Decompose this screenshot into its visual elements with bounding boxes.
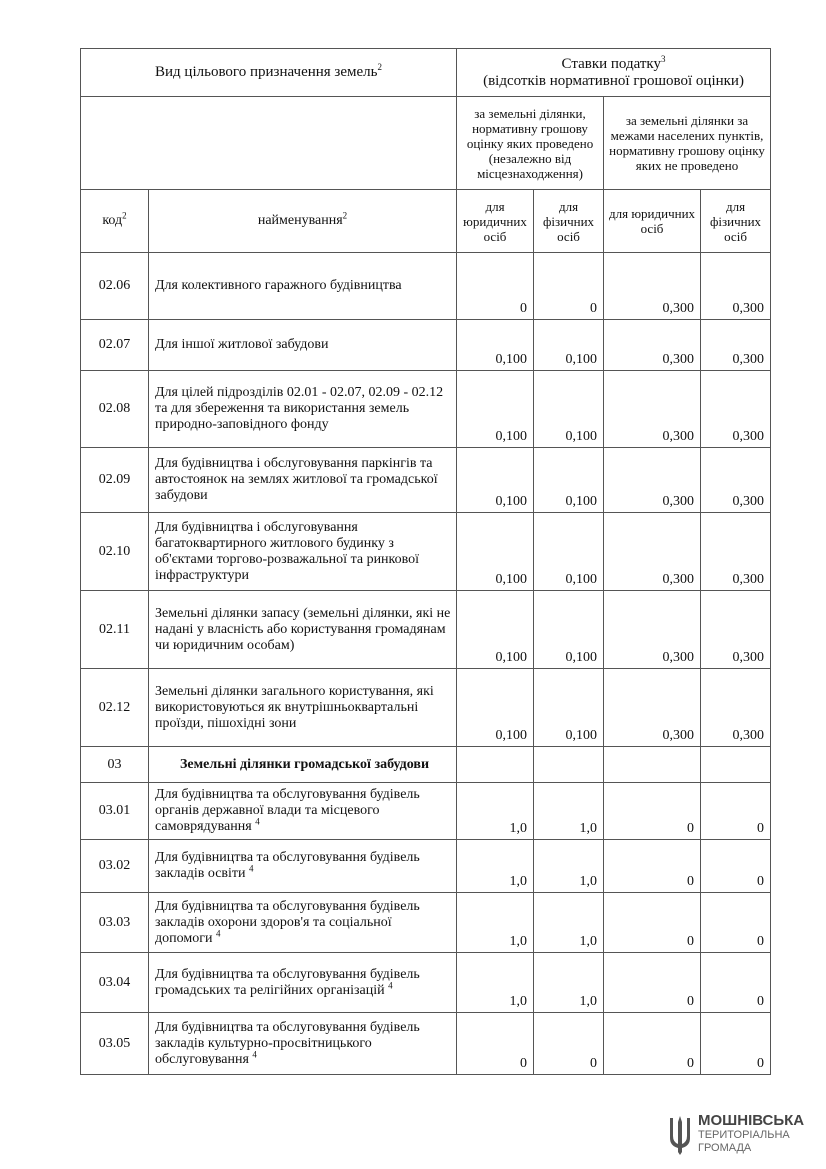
rate-physical-valued: 1,0 (534, 840, 604, 893)
row-code: 02.06 (81, 253, 149, 320)
row-name (149, 253, 457, 320)
rate-legal-not-valued: 0,300 (604, 371, 701, 448)
header-row-1 (81, 49, 771, 97)
footnote-marker: 4 (252, 1048, 257, 1059)
row-name (149, 747, 457, 783)
physical-not-valued-header: для фізичних осіб (701, 190, 771, 253)
rate-physical-not-valued: 0,300 (701, 371, 771, 448)
rate-legal-valued: 1,0 (457, 893, 534, 953)
rate-legal-valued: 0,100 (457, 591, 534, 669)
logo-line-1: МОШНІВСЬКА (698, 1112, 805, 1129)
row-name-text: Для будівництва і обслуговування багатоквартирного житлового будинку з об'єктами торгово-розважальної та ринкової інфраструктури (155, 519, 420, 583)
table-row (81, 253, 771, 320)
rate-physical-valued: 0,100 (534, 591, 604, 669)
rate-legal-not-valued: 0 (604, 840, 701, 893)
rate-legal-not-valued (604, 747, 701, 783)
rate-legal-not-valued: 0,300 (604, 513, 701, 591)
row-code: 03.01 (81, 783, 149, 840)
rate-legal-valued: 0 (457, 253, 534, 320)
table-row (81, 953, 771, 1013)
rate-legal-valued: 1,0 (457, 953, 534, 1013)
footnote-marker: 4 (388, 979, 393, 990)
rate-legal-not-valued: 0,300 (604, 320, 701, 371)
table-row (81, 320, 771, 371)
rate-legal-not-valued: 0,300 (604, 591, 701, 669)
rate-legal-not-valued: 0 (604, 783, 701, 840)
rate-physical-not-valued: 0,300 (701, 591, 771, 669)
row-name-text: Для будівництва та обслуговування будівель громадських та релігійних організацій (155, 966, 420, 998)
row-name-text: Земельні ділянки запасу (земельні ділянки, які не надані у власність або користування громадянам чи юридичним особам) (155, 605, 451, 653)
rate-physical-not-valued (701, 747, 771, 783)
table-row (81, 783, 771, 840)
rate-physical-valued: 1,0 (534, 953, 604, 1013)
rates-header: Ставки податку$^3$ (відсотків нормативної грошової оцінки) (457, 49, 771, 97)
rate-physical-valued: 0,100 (534, 320, 604, 371)
row-code: 02.10 (81, 513, 149, 591)
rate-physical-valued: 1,0 (534, 783, 604, 840)
table-row (81, 747, 771, 783)
row-code: 02.11 (81, 591, 149, 669)
rate-physical-valued (534, 747, 604, 783)
rate-legal-valued: 1,0 (457, 840, 534, 893)
row-code: 02.08 (81, 371, 149, 448)
footnote-marker: 4 (255, 816, 260, 827)
rate-physical-not-valued: 0,300 (701, 253, 771, 320)
row-code: 03.02 (81, 840, 149, 893)
community-logo (668, 1112, 818, 1160)
row-name-text: Земельні ділянки громадської забудови (179, 756, 430, 772)
table-body (81, 253, 771, 1075)
rate-legal-valued (457, 747, 534, 783)
rate-physical-not-valued: 0,300 (701, 513, 771, 591)
table-row (81, 1013, 771, 1075)
rate-physical-valued: 0,100 (534, 513, 604, 591)
table-row (81, 669, 771, 747)
rate-legal-not-valued: 0,300 (604, 448, 701, 513)
rate-physical-valued: 1,0 (534, 893, 604, 953)
rate-physical-not-valued: 0 (701, 893, 771, 953)
logo-line-2: ТЕРИТОРІАЛЬНА (698, 1129, 790, 1141)
table-row (81, 513, 771, 591)
code-header: код$^2$ (81, 190, 149, 253)
row-name (149, 513, 457, 591)
rate-legal-valued: 0,100 (457, 371, 534, 448)
row-name-text: Для колективного гаражного будівництва (155, 278, 402, 293)
rate-physical-valued: 0,100 (534, 448, 604, 513)
trident-icon (668, 1114, 692, 1156)
row-name (149, 893, 457, 953)
row-name-text: Для будівництва та обслуговування будівель органів державної влади та місцевого самоврядування (155, 787, 420, 834)
row-name (149, 953, 457, 1013)
row-code: 02.12 (81, 669, 149, 747)
row-code: 03 (81, 747, 149, 783)
rate-legal-not-valued: 0 (604, 953, 701, 1013)
row-name-text: Для цілей підрозділів 02.01 - 02.07, 02.09 - 02.12 та для збереження та використання земель природно-заповідного фонду (155, 385, 444, 432)
rate-physical-not-valued: 0,300 (701, 320, 771, 371)
row-name-text: Для будівництва та обслуговування будівель закладів охорони здоров'я та соціальної допомоги (155, 898, 420, 946)
group-not-valued-header: за земельні ділянки за межами населених пунктів, нормативну грошову оцінку яких не проведено (604, 97, 771, 190)
legal-not-valued-header: для юридичних осіб (604, 190, 701, 253)
row-name (149, 1013, 457, 1075)
header-row-2 (81, 97, 771, 190)
table-row (81, 840, 771, 893)
table-row (81, 591, 771, 669)
row-name (149, 783, 457, 840)
rate-physical-not-valued: 0 (701, 840, 771, 893)
logo-line-3: ГРОМАДА (698, 1142, 752, 1154)
rate-legal-not-valued: 0 (604, 893, 701, 953)
row-name-text: Для будівництва та обслуговування будівель закладів культурно-просвітницького обслуговування (155, 1019, 420, 1067)
rate-physical-valued: 0 (534, 1013, 604, 1075)
row-name (149, 840, 457, 893)
rate-legal-not-valued: 0 (604, 1013, 701, 1075)
table-row (81, 448, 771, 513)
rate-physical-not-valued: 0 (701, 783, 771, 840)
rate-physical-not-valued: 0,300 (701, 448, 771, 513)
rate-physical-valued: 0 (534, 253, 604, 320)
row-code: 02.09 (81, 448, 149, 513)
row-code: 03.03 (81, 893, 149, 953)
rate-legal-valued: 1,0 (457, 783, 534, 840)
header-empty-cell (81, 97, 457, 190)
row-code: 03.04 (81, 953, 149, 1013)
legal-valued-header: для юридичних осіб (457, 190, 534, 253)
footnote-marker: 4 (215, 927, 221, 938)
rate-physical-valued: 0,100 (534, 371, 604, 448)
rate-legal-not-valued: 0,300 (604, 253, 701, 320)
row-name (149, 448, 457, 513)
row-code: 03.05 (81, 1013, 149, 1075)
row-name-text: Земельні ділянки загального користування, які використовуються як внутрішньоквартальні проїзди, пішохідні зони (155, 683, 434, 731)
rate-legal-valued: 0 (457, 1013, 534, 1075)
rate-legal-valued: 0,100 (457, 448, 534, 513)
physical-valued-header: для фізичних осіб (534, 190, 604, 253)
rate-legal-valued: 0,100 (457, 513, 534, 591)
rate-physical-valued: 0,100 (534, 669, 604, 747)
row-name (149, 371, 457, 448)
footnote-marker: 4 (249, 863, 254, 874)
row-code: 02.07 (81, 320, 149, 371)
row-name (149, 669, 457, 747)
table-row (81, 371, 771, 448)
tax-rates-table (80, 48, 771, 1075)
rate-legal-valued: 0,100 (457, 669, 534, 747)
row-name (149, 591, 457, 669)
row-name-text: Для будівництва та обслуговування будівель закладів освіти (155, 850, 420, 881)
purpose-type-header: Вид цільового призначення земель$^2$ (81, 49, 457, 97)
rate-legal-not-valued: 0,300 (604, 669, 701, 747)
table-row (81, 893, 771, 953)
rate-physical-not-valued: 0 (701, 1013, 771, 1075)
rate-physical-not-valued: 0,300 (701, 669, 771, 747)
header-row-3 (81, 190, 771, 253)
group-valued-header: за земельні ділянки, нормативну грошову оцінку яких проведено (незалежно від місцезнаходження) (457, 97, 604, 190)
row-name-text: Для іншої житлової забудови (155, 337, 329, 352)
name-header: найменування$^2$ (149, 190, 457, 253)
row-name-text: Для будівництва і обслуговування паркінгів та автостоянок на землях житлової та громадської забудови (155, 456, 438, 503)
row-name (149, 320, 457, 371)
rate-legal-valued: 0,100 (457, 320, 534, 371)
rate-physical-not-valued: 0 (701, 953, 771, 1013)
